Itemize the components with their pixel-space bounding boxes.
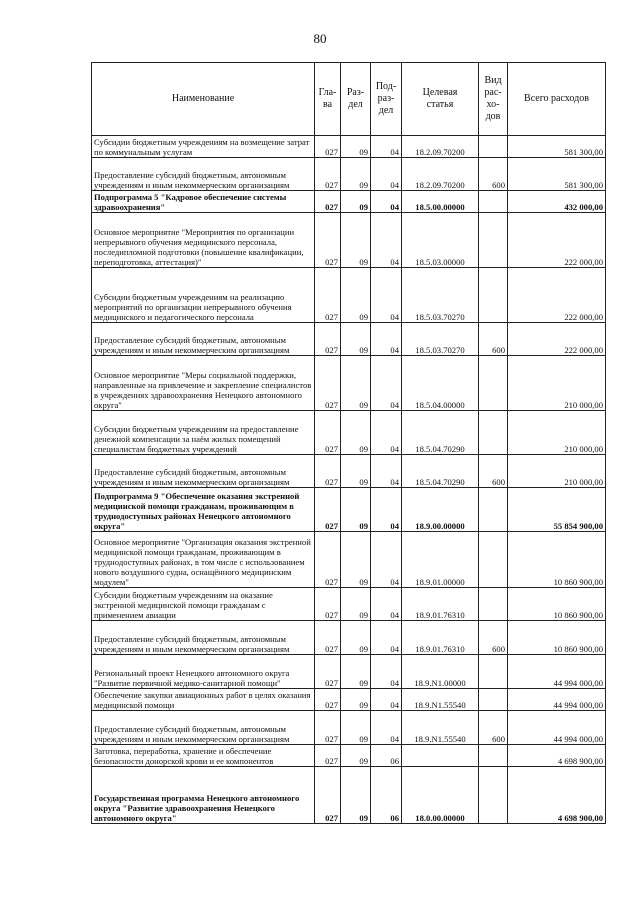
row-name: Государственная программа Ненецкого автономного округа "Развитие здравоохранения Ненецкого автономного округа" xyxy=(92,767,315,824)
row-section: 09 xyxy=(341,136,371,158)
row-section: 09 xyxy=(341,767,371,824)
row-total: 4 698 900,00 xyxy=(508,745,606,767)
table-row xyxy=(92,767,606,824)
row-name: Заготовка, переработка, хранение и обеспечение безопасности донорской крови и ее компонентов xyxy=(92,745,315,767)
row-section: 09 xyxy=(341,411,371,455)
row-subsection: 04 xyxy=(371,621,402,655)
row-expense-type: 600 xyxy=(479,158,508,191)
row-total: 581 300,00 xyxy=(508,136,606,158)
row-section: 09 xyxy=(341,488,371,532)
row-expense-type xyxy=(479,532,508,588)
row-chapter: 027 xyxy=(315,588,341,621)
table-row xyxy=(92,191,606,213)
header-section: Раз- дел xyxy=(341,63,371,136)
row-total: 10 860 900,00 xyxy=(508,532,606,588)
table-row xyxy=(92,655,606,689)
row-chapter: 027 xyxy=(315,356,341,411)
table-row xyxy=(92,323,606,356)
row-section: 09 xyxy=(341,689,371,711)
row-target-article xyxy=(402,745,479,767)
table-row xyxy=(92,532,606,588)
row-target-article: 18.9.01.76310 xyxy=(402,621,479,655)
row-section: 09 xyxy=(341,655,371,689)
table-row xyxy=(92,268,606,323)
row-section: 09 xyxy=(341,323,371,356)
row-expense-type: 600 xyxy=(479,455,508,488)
row-total: 210 000,00 xyxy=(508,356,606,411)
row-target-article: 18.9.N1.55540 xyxy=(402,711,479,745)
row-expense-type: 600 xyxy=(479,711,508,745)
row-name: Предоставление субсидий бюджетным, автономным учреждениям и иным некоммерческим организациям xyxy=(92,455,315,488)
table-header-row xyxy=(92,63,606,136)
row-expense-type xyxy=(479,745,508,767)
row-total: 432 000,00 xyxy=(508,191,606,213)
table-row xyxy=(92,689,606,711)
row-expense-type xyxy=(479,767,508,824)
row-section: 09 xyxy=(341,158,371,191)
table-row xyxy=(92,488,606,532)
row-total: 222 000,00 xyxy=(508,323,606,356)
budget-table xyxy=(91,62,606,824)
row-section: 09 xyxy=(341,268,371,323)
row-subsection: 04 xyxy=(371,136,402,158)
table-row xyxy=(92,213,606,268)
row-total: 55 854 900,00 xyxy=(508,488,606,532)
header-name: Наименование xyxy=(92,63,315,136)
row-target-article: 18.5.03.70270 xyxy=(402,323,479,356)
row-name: Подпрограмма 9 "Обеспечение оказания экстренной медицинской помощи гражданам, проживающим в труднодоступных районах Ненецкого автономного округа" xyxy=(92,488,315,532)
row-total: 210 000,00 xyxy=(508,455,606,488)
row-total: 44 994 000,00 xyxy=(508,711,606,745)
row-target-article: 18.2.09.70200 xyxy=(402,158,479,191)
table-row xyxy=(92,455,606,488)
row-chapter: 027 xyxy=(315,158,341,191)
table-row xyxy=(92,745,606,767)
row-expense-type: 600 xyxy=(479,621,508,655)
row-section: 09 xyxy=(341,213,371,268)
row-section: 09 xyxy=(341,745,371,767)
header-subsection: Под- раз- дел xyxy=(371,63,402,136)
row-chapter: 027 xyxy=(315,711,341,745)
row-name: Подпрограмма 5 "Кадровое обеспечение системы здравоохранения" xyxy=(92,191,315,213)
header-chapter: Гла- ва xyxy=(315,63,341,136)
row-subsection: 06 xyxy=(371,745,402,767)
row-total: 4 698 900,00 xyxy=(508,767,606,824)
row-section: 09 xyxy=(341,711,371,745)
row-chapter: 027 xyxy=(315,689,341,711)
row-chapter: 027 xyxy=(315,488,341,532)
header-total: Всего расходов xyxy=(508,63,606,136)
row-subsection: 04 xyxy=(371,268,402,323)
row-chapter: 027 xyxy=(315,136,341,158)
row-target-article: 18.9.N1.55540 xyxy=(402,689,479,711)
row-target-article: 18.5.03.00000 xyxy=(402,213,479,268)
row-expense-type xyxy=(479,411,508,455)
row-subsection: 04 xyxy=(371,689,402,711)
row-name: Основное мероприятие "Мероприятия по организации непрерывного обучения медицинского персонала, последипломной подготовки (повышение квалификации, переподготовка, аттестация)" xyxy=(92,213,315,268)
table-row xyxy=(92,411,606,455)
row-total: 10 860 900,00 xyxy=(508,621,606,655)
row-chapter: 027 xyxy=(315,213,341,268)
row-chapter: 027 xyxy=(315,411,341,455)
row-chapter: 027 xyxy=(315,621,341,655)
row-subsection: 04 xyxy=(371,158,402,191)
row-name: Предоставление субсидий бюджетным, автономным учреждениям и иным некоммерческим организациям xyxy=(92,621,315,655)
table-row xyxy=(92,621,606,655)
row-target-article: 18.5.04.70290 xyxy=(402,455,479,488)
row-name: Региональный проект Ненецкого автономного округа "Развитие первичной медико-санитарной помощи" xyxy=(92,655,315,689)
page-number: 80 xyxy=(313,31,327,46)
row-target-article: 18.0.00.00000 xyxy=(402,767,479,824)
table-row xyxy=(92,711,606,745)
row-expense-type xyxy=(479,488,508,532)
row-subsection: 04 xyxy=(371,532,402,588)
row-subsection: 04 xyxy=(371,191,402,213)
row-expense-type xyxy=(479,213,508,268)
table-row xyxy=(92,136,606,158)
row-expense-type: 600 xyxy=(479,323,508,356)
row-chapter: 027 xyxy=(315,655,341,689)
row-section: 09 xyxy=(341,532,371,588)
row-name: Предоставление субсидий бюджетным, автономным учреждениям и иным некоммерческим организациям xyxy=(92,323,315,356)
row-total: 210 000,00 xyxy=(508,411,606,455)
row-target-article: 18.9.00.00000 xyxy=(402,488,479,532)
row-target-article: 18.9.01.00000 xyxy=(402,532,479,588)
row-expense-type xyxy=(479,136,508,158)
row-subsection: 04 xyxy=(371,411,402,455)
row-total: 222 000,00 xyxy=(508,213,606,268)
row-chapter: 027 xyxy=(315,767,341,824)
row-name: Субсидии бюджетным учреждениям на предоставление денежной компенсации за наём жилых помещений специалистам бюджетных учреждений xyxy=(92,411,315,455)
row-expense-type xyxy=(479,268,508,323)
row-target-article: 18.2.09.70200 xyxy=(402,136,479,158)
row-section: 09 xyxy=(341,356,371,411)
header-target-article: Целевая статья xyxy=(402,63,479,136)
row-chapter: 027 xyxy=(315,191,341,213)
row-name: Обеспечение закупки авиационных работ в целях оказания медицинской помощи xyxy=(92,689,315,711)
row-subsection: 06 xyxy=(371,767,402,824)
row-expense-type xyxy=(479,191,508,213)
row-expense-type xyxy=(479,588,508,621)
row-section: 09 xyxy=(341,455,371,488)
row-target-article: 18.9.01.76310 xyxy=(402,588,479,621)
row-target-article: 18.5.00.00000 xyxy=(402,191,479,213)
row-expense-type xyxy=(479,356,508,411)
row-section: 09 xyxy=(341,191,371,213)
row-subsection: 04 xyxy=(371,655,402,689)
row-subsection: 04 xyxy=(371,588,402,621)
row-subsection: 04 xyxy=(371,711,402,745)
row-chapter: 027 xyxy=(315,323,341,356)
row-expense-type xyxy=(479,689,508,711)
row-section: 09 xyxy=(341,588,371,621)
row-total: 44 994 000,00 xyxy=(508,655,606,689)
row-name: Предоставление субсидий бюджетным, автономным учреждениям и иным некоммерческим организациям xyxy=(92,158,315,191)
row-name: Субсидии бюджетным учреждениям на оказание экстренной медицинской помощи гражданам с применением авиации xyxy=(92,588,315,621)
row-subsection: 04 xyxy=(371,356,402,411)
row-target-article: 18.5.04.70290 xyxy=(402,411,479,455)
table-row xyxy=(92,158,606,191)
header-expense-type: Вид рас- хо- дов xyxy=(479,63,508,136)
row-chapter: 027 xyxy=(315,455,341,488)
row-total: 581 300,00 xyxy=(508,158,606,191)
row-total: 10 860 900,00 xyxy=(508,588,606,621)
row-total: 44 994 000,00 xyxy=(508,689,606,711)
row-chapter: 027 xyxy=(315,745,341,767)
row-name: Предоставление субсидий бюджетным, автономным учреждениям и иным некоммерческим организациям xyxy=(92,711,315,745)
table-row xyxy=(92,356,606,411)
row-name: Основное мероприятие "Организация оказания экстренной медицинской помощи гражданам, проживающим в труднодоступных районах, в том числе с использованием нового воздушного судна, оснащённого медицинским модулем" xyxy=(92,532,315,588)
row-name: Субсидии бюджетным учреждениям на реализацию мероприятий по организации непрерывного обучения медицинского и педагогического персонала xyxy=(92,268,315,323)
table-row xyxy=(92,588,606,621)
table-body xyxy=(92,136,606,824)
row-name: Основное мероприятие "Меры социальной поддержки, направленные на привлечение и закрепление специалистов в учреждениях здравоохранения Ненецкого автономного округа" xyxy=(92,356,315,411)
row-section: 09 xyxy=(341,621,371,655)
row-expense-type xyxy=(479,655,508,689)
row-target-article: 18.9.N1.00000 xyxy=(402,655,479,689)
row-target-article: 18.5.04.00000 xyxy=(402,356,479,411)
row-subsection: 04 xyxy=(371,323,402,356)
row-chapter: 027 xyxy=(315,268,341,323)
row-subsection: 04 xyxy=(371,213,402,268)
row-chapter: 027 xyxy=(315,532,341,588)
row-name: Субсидии бюджетным учреждениям на возмещение затрат по коммунальным услугам xyxy=(92,136,315,158)
row-subsection: 04 xyxy=(371,455,402,488)
row-total: 222 000,00 xyxy=(508,268,606,323)
row-target-article: 18.5.03.70270 xyxy=(402,268,479,323)
row-subsection: 04 xyxy=(371,488,402,532)
